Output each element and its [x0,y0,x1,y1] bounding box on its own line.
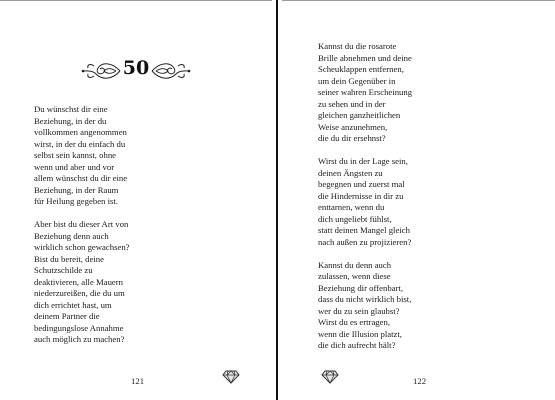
text-line: auch möglich zu machen? [34,334,125,344]
text-line: Wirst du es ertragen, [318,317,391,327]
text-line: um dein Gegenüber in [318,75,396,86]
text-line: nach außen zu projizieren? [318,236,412,247]
text-line: wenn und aber und vor [34,161,115,172]
top-rule [282,0,555,1]
text-line: Beziehung denn auch [34,230,109,241]
text-line: Bist du bereit, deine [34,253,104,264]
diamond-icon [321,370,339,384]
text-line: seiner wahren Erscheinung [318,87,413,97]
diamond-icon [222,370,240,384]
text-line: wer du zu sein glaubst? [318,305,400,316]
top-rule [0,0,272,1]
text-line: deinen Ängsten zu [318,167,383,178]
text-line: Aber bist du dieser Art von [34,219,129,229]
text-line: enttarnen, wenn du [318,202,385,212]
right-page-text [318,41,412,363]
left-page-text [34,104,130,357]
text-line: Kannst du die rosarote [318,41,397,51]
text-line: für Heilung gegeben ist. [34,196,118,206]
text-line: Beziehung, in der du [34,115,107,126]
text-line: die dich aufrecht hält? [318,340,396,350]
text-line: Du wünschst dir eine [34,104,108,114]
text-line: Scheuklappen entfernen, [318,64,404,74]
paragraph [318,41,412,145]
text-line: dich ungeliebt fühlst, [318,213,392,224]
text-line: zulassen, wenn diese [318,271,391,281]
text-line: dich errichtet hast, um [34,299,112,310]
page-number: 122 [413,376,427,386]
text-line: niederzureißen, die du um [34,288,125,298]
text-line: statt deinen Mangel gleich [318,225,410,235]
text-line: bedingungslose Annahme [34,322,124,333]
text-line: deaktivieren, alle Mauern [34,276,124,287]
text-line: allem wünschst du dir eine [34,173,128,183]
text-line: Kannst du denn auch [318,259,392,270]
paragraph [34,104,130,208]
text-line: wenn die Illusion platzt, [318,328,402,339]
text-line: gleichen ganzheitlichen [318,110,401,120]
text-line: Beziehung, in der Raum [34,184,119,195]
chapter-ornament [80,56,192,86]
text-line: wirst, in der du einfach du [34,138,126,149]
text-line: vollkommen angenommen [34,127,127,137]
text-line: wirklich schon gewachsen? [34,242,130,252]
chapter-number: 50 [122,57,150,79]
paragraph [34,219,130,346]
text-line: Brille abnehmen und deine [318,52,412,63]
text-line: Schutzschilde zu [34,265,93,275]
text-line: die du dir ersehnst? [318,133,386,143]
text-line: selbst sein kannst, ohne [34,150,117,160]
page-number: 121 [131,376,145,386]
paragraph [318,260,412,352]
text-line: dass du nicht wirklich bist, [318,294,412,304]
text-line: Wirst du in der Lage sein, [318,156,408,166]
gutter-line [276,0,278,400]
text-line: begegnen und zuerst mal [318,179,405,189]
left-page [0,0,272,400]
book-gutter [272,0,282,400]
text-line: zu sehen und in der [318,98,386,109]
text-line: Beziehung dir offenbart, [318,282,403,293]
text-line: Weise anzunehmen, [318,121,388,132]
text-line: deinem Partner die [34,311,100,321]
text-line: die Hindernisse in dir zu [318,190,404,201]
paragraph [318,156,412,248]
